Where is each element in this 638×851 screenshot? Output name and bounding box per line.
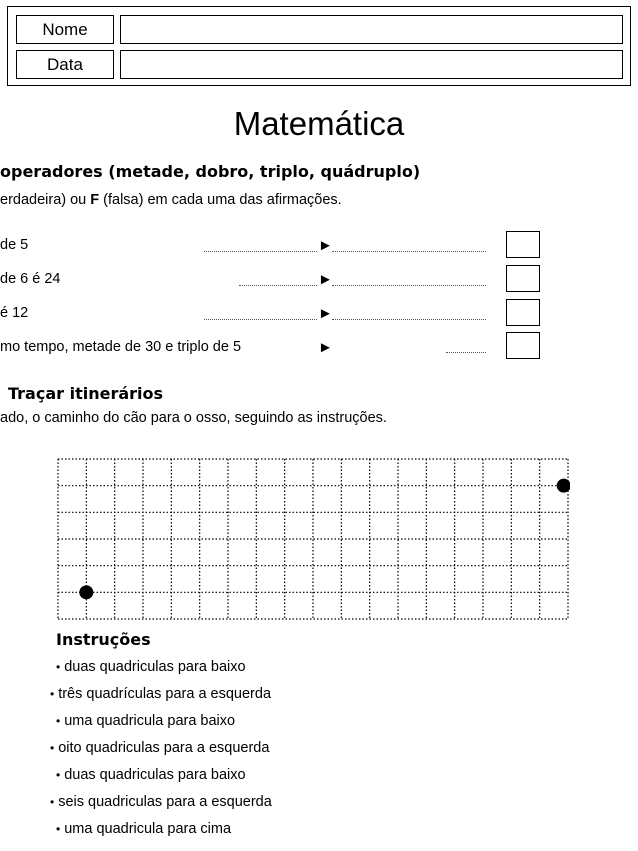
- instruction-item: • três quadrículas para a esquerda: [50, 686, 272, 702]
- instruction-item: • duas quadriculas para baixo: [56, 659, 246, 675]
- bone-end-dot: [557, 479, 570, 493]
- arrow-icon: ►: [318, 237, 333, 254]
- instruction-item: • uma quadricula para baixo: [56, 713, 236, 729]
- section1-instruction: [0, 192, 342, 208]
- bullet-icon: •: [56, 714, 61, 728]
- dotted-line: [332, 251, 486, 252]
- section2-instruction: ado, o caminho do cão para o osso, seguindo as instruções.: [0, 410, 387, 426]
- date-field[interactable]: [120, 50, 623, 79]
- dotted-line: [332, 285, 486, 286]
- answer-box-4[interactable]: [506, 332, 540, 359]
- section1-heading: operadores (metade, dobro, triplo, quádruplo): [0, 162, 421, 181]
- arrow-icon: ►: [318, 339, 333, 356]
- statement-1: de 5: [0, 237, 29, 253]
- instruction-prefix: erdadeira) ou: [0, 192, 91, 208]
- dog-start-dot: [79, 585, 93, 599]
- statement-4: mo tempo, metade de 30 e triplo de 5: [0, 339, 242, 355]
- date-label: Data: [16, 50, 114, 79]
- statement-2: de 6 é 24: [0, 271, 61, 287]
- section2-heading: Traçar itinerários: [8, 384, 164, 403]
- dotted-line: [446, 352, 486, 353]
- dotted-line: [204, 319, 317, 320]
- instruction-item: • oito quadriculas para a esquerda: [50, 740, 270, 756]
- arrow-icon: ►: [318, 271, 333, 288]
- instructions-title: Instruções: [56, 630, 151, 649]
- statement-3: é 12: [0, 305, 29, 321]
- dotted-line: [204, 251, 317, 252]
- bullet-icon: •: [56, 768, 61, 782]
- instruction-bold: F: [90, 192, 100, 208]
- header-box: [7, 6, 631, 86]
- bullet-icon: •: [56, 822, 61, 836]
- arrow-icon: ►: [318, 305, 333, 322]
- bullet-icon: •: [50, 795, 55, 809]
- instruction-item: • seis quadriculas para a esquerda: [50, 794, 272, 810]
- name-label: Nome: [16, 15, 114, 44]
- itinerary-grid[interactable]: [56, 457, 570, 621]
- name-field[interactable]: [120, 15, 623, 44]
- bullet-icon: •: [50, 741, 55, 755]
- instruction-item: • duas quadriculas para baixo: [56, 767, 246, 783]
- dotted-line: [332, 319, 486, 320]
- page-title: Matemática: [233, 105, 405, 142]
- answer-box-3[interactable]: [506, 299, 540, 326]
- answer-box-2[interactable]: [506, 265, 540, 292]
- instruction-item: • uma quadricula para cima: [56, 821, 232, 837]
- instruction-suffix: (falsa) em cada uma das afirmações.: [99, 192, 342, 208]
- bullet-icon: •: [56, 660, 61, 674]
- dotted-line: [239, 285, 317, 286]
- bullet-icon: •: [50, 687, 55, 701]
- answer-box-1[interactable]: [506, 231, 540, 258]
